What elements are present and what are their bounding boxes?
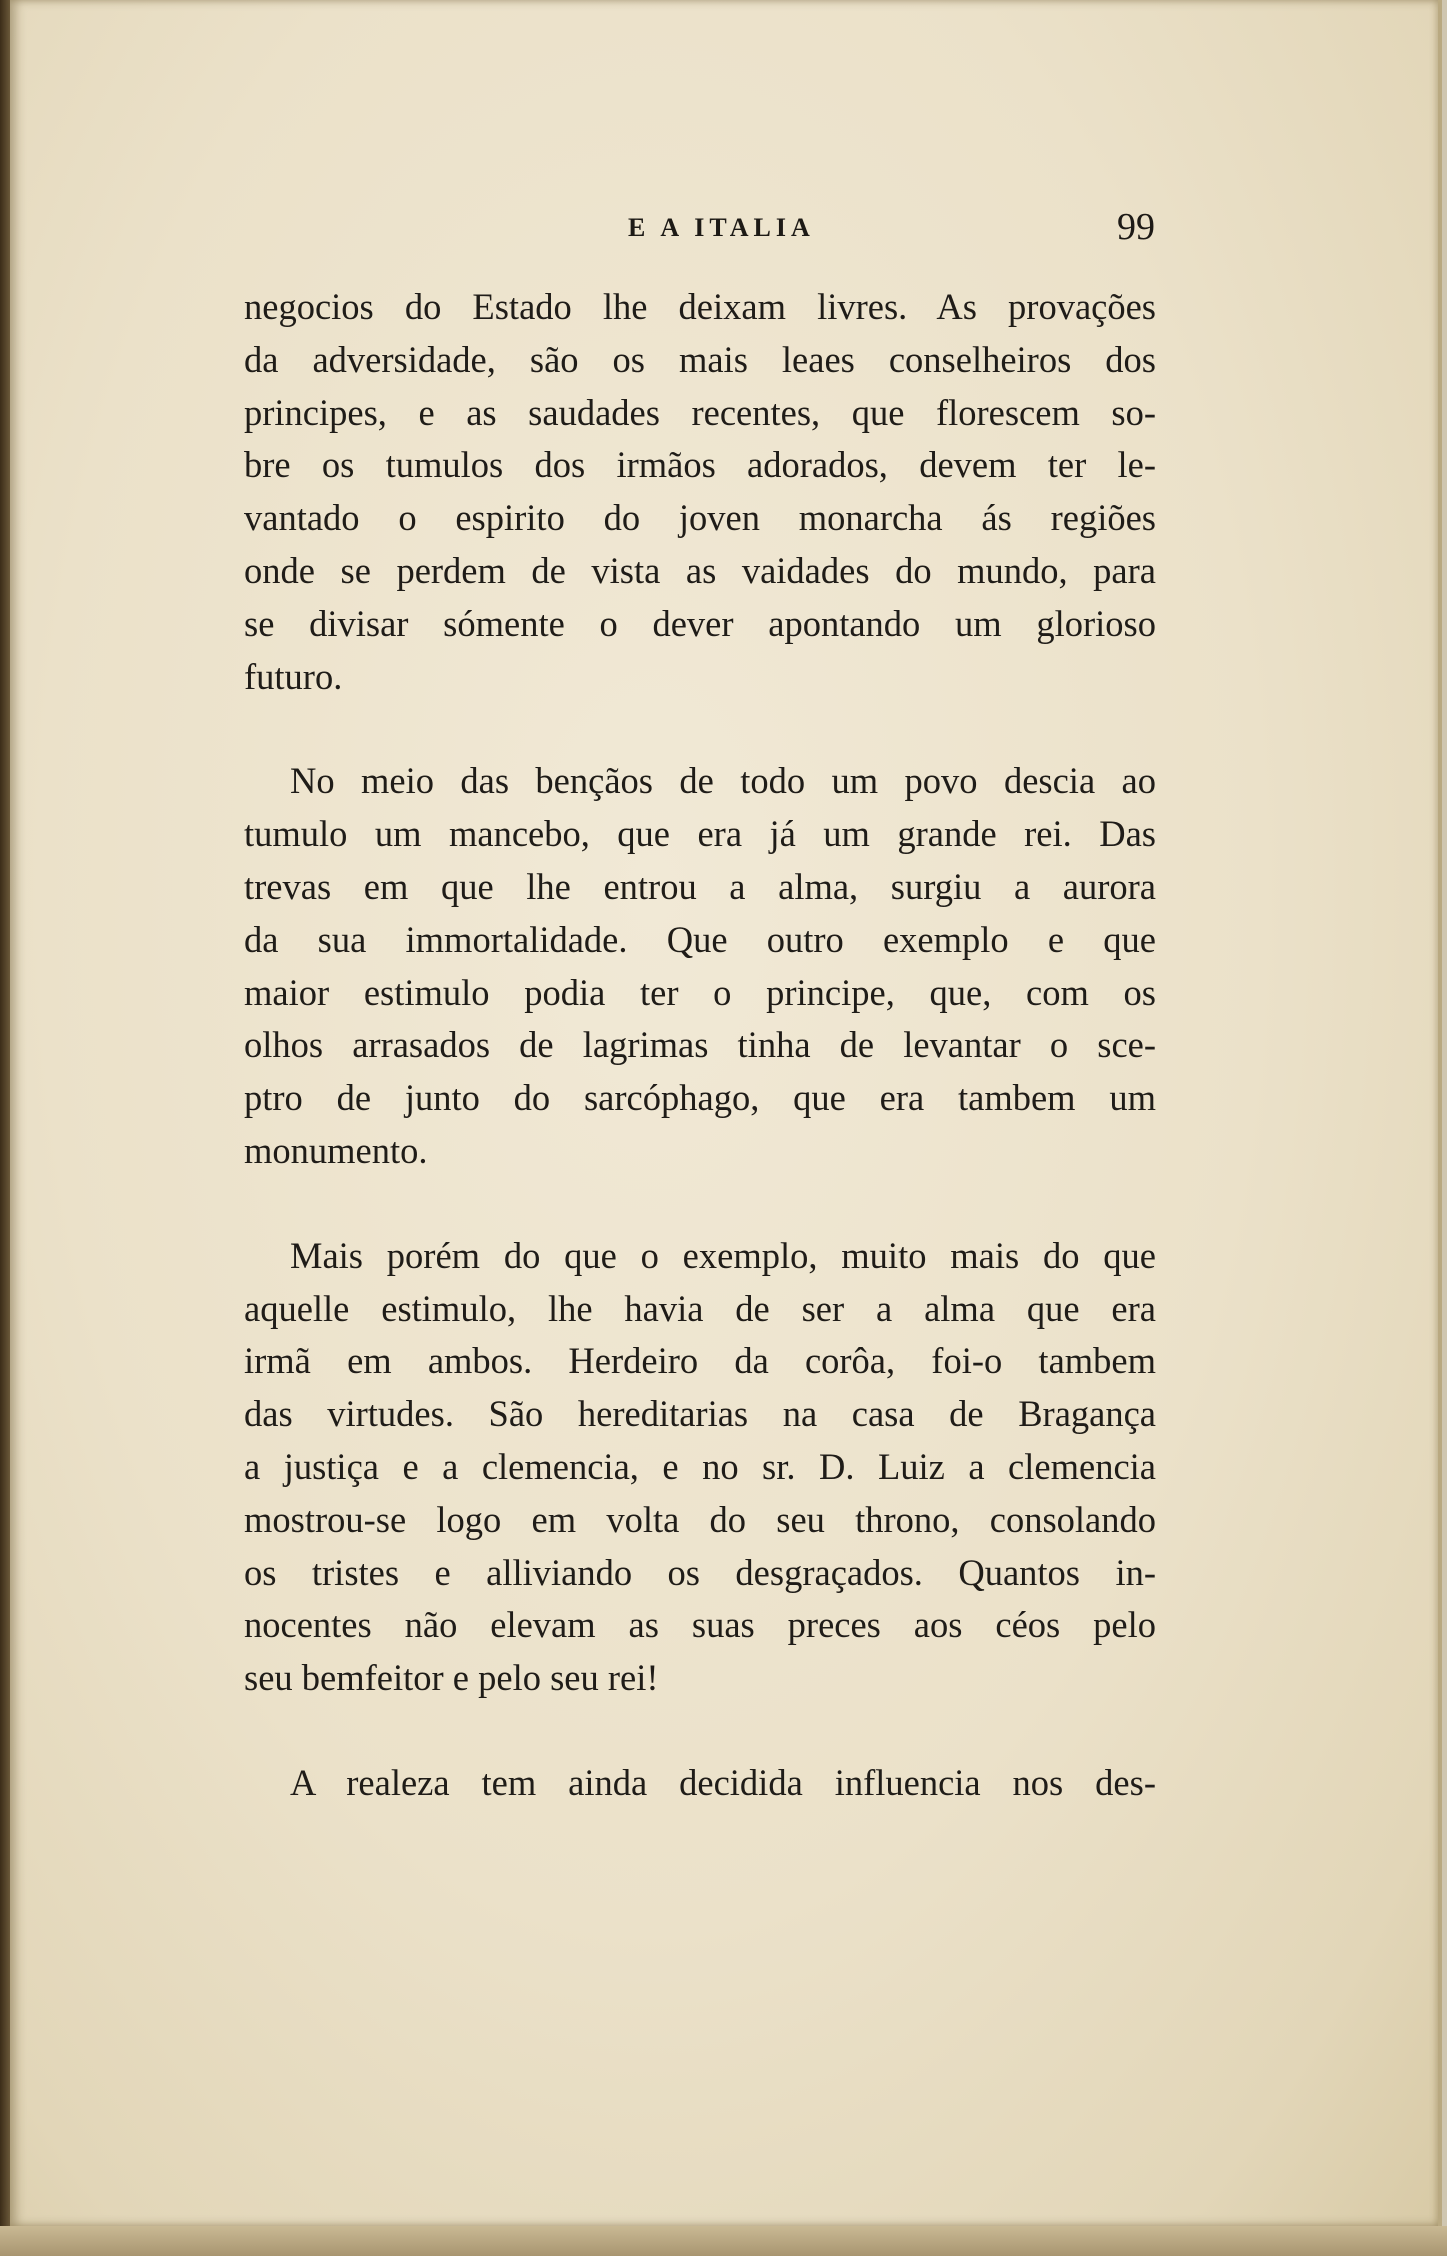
text-line: seu bemfeitor e pelo seu rei! (244, 1657, 659, 1699)
text-line: se divisar sómente o dever apontando um glorioso (244, 602, 1156, 644)
text-line: trevas em que lhe entrou a alma, surgiu a aurora (244, 865, 1156, 907)
running-head: E A ITALIA (628, 213, 815, 242)
text-line: bre os tumulos dos irmãos adorados, devem ter le- (244, 444, 1156, 486)
text-line: das virtudes. São hereditarias na casa de Bragança (244, 1393, 1156, 1435)
text-line: aquelle estimulo, lhe havia de ser a alma que era (244, 1287, 1156, 1329)
text-line: Mais porém do que o exemplo, muito mais do que (290, 1234, 1156, 1276)
text-line: olhos arrasados de lagrimas tinha de levantar o sce- (244, 1024, 1156, 1066)
text-line: futuro. (244, 655, 343, 697)
text-line: mostrou-se logo em volta do seu throno, consolando (244, 1498, 1156, 1540)
text-line: tumulo um mancebo, que era já um grande rei. Das (244, 813, 1156, 855)
paragraph-1 (244, 281, 1156, 703)
text-line: ptro de junto do sarcóphago, que era tambem um (244, 1077, 1156, 1119)
paragraph-2 (244, 755, 1156, 1177)
text-line: onde se perdem de vista as vaidades do mundo, para (244, 549, 1156, 591)
text-line: principes, e as saudades recentes, que florescem so- (244, 391, 1156, 433)
page-bottom-edge (0, 2226, 1447, 2256)
body-text (244, 281, 1156, 1862)
text-line: irmã em ambos. Herdeiro da corôa, foi-o tambem (244, 1340, 1156, 1382)
page-number: 99 (1117, 206, 1155, 248)
text-line: vantado o espirito do joven monarcha ás regiões (244, 497, 1156, 539)
text-line: a justiça e a clemencia, e no sr. D. Luiz a clemencia (244, 1445, 1156, 1487)
text-line: da sua immortalidade. Que outro exemplo e que (244, 918, 1156, 960)
text-line: os tristes e alliviando os desgraçados. Quantos in- (244, 1551, 1156, 1593)
text-line: maior estimulo podia ter o principe, que, com os (244, 971, 1156, 1013)
text-line: negocios do Estado lhe deixam livres. As provações (244, 286, 1156, 327)
text-line: da adversidade, são os mais leaes conselheiros dos (244, 338, 1156, 380)
page-header (240, 205, 1155, 253)
text-line: No meio das bençãos de todo um povo descia ao (290, 760, 1156, 802)
paragraph-4 (244, 1757, 1156, 1810)
text-line: A realeza tem ainda decidida influencia nos des- (290, 1761, 1156, 1803)
paragraph-3 (244, 1230, 1156, 1705)
text-line: monumento. (244, 1129, 428, 1171)
text-line: nocentes não elevam as suas preces aos céos pelo (244, 1604, 1156, 1646)
